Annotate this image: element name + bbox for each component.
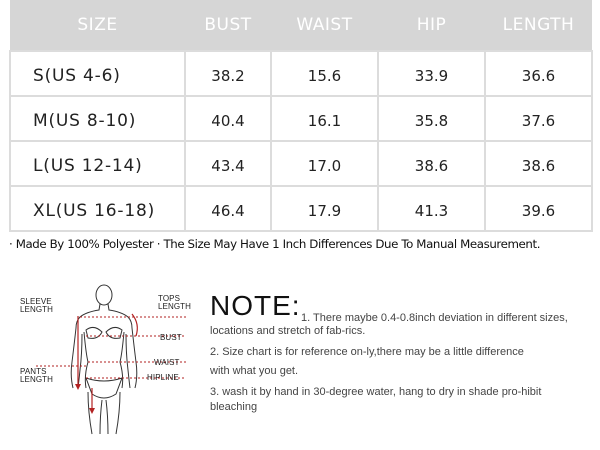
waist-label: WAIST [154, 358, 180, 367]
note-line-2b: with what you get. [210, 365, 299, 377]
sleeve-length-label: SLEEVE LENGTH [20, 297, 54, 314]
header-waist: WAIST [271, 0, 378, 51]
note-line-2: 2. Size chart is for reference on-ly,there may be a little difference [210, 346, 524, 358]
note-line-1: 1. There maybe 0.4-0.8inch deviation in different sizes, [301, 312, 568, 324]
table-row [10, 96, 592, 141]
bust-cell: 43.4 [185, 141, 271, 186]
bust-label: BUST [160, 333, 182, 342]
tops-length-label: TOPS LENGTH [158, 294, 192, 311]
bust-cell: 46.4 [185, 186, 271, 231]
bust-cell: 40.4 [185, 96, 271, 141]
size-chart-table [9, 0, 593, 232]
bust-cell: 38.2 [185, 51, 271, 96]
note-title: NOTE: [210, 290, 301, 321]
header-hip: HIP [378, 0, 485, 51]
size-cell: L(US 12-14) [10, 141, 185, 186]
hip-cell: 41.3 [378, 186, 485, 231]
fabric-note: · Made By 100% Polyester · The Size May Have 1 Inch Differences Due To Manual Measurement. [9, 237, 541, 251]
length-cell: 38.6 [485, 141, 592, 186]
size-cell: M(US 8-10) [10, 96, 185, 141]
note-line-1b: locations and stretch of fab-rics. [210, 325, 366, 337]
length-cell: 39.6 [485, 186, 592, 231]
table-row [10, 186, 592, 231]
header-bust: BUST [185, 0, 271, 51]
hip-cell: 38.6 [378, 141, 485, 186]
size-cell: XL(US 16-18) [10, 186, 185, 231]
waist-cell: 15.6 [271, 51, 378, 96]
header-size: SIZE [10, 0, 185, 51]
body-measurement-figure [16, 284, 190, 436]
waist-cell: 16.1 [271, 96, 378, 141]
note-line-3: 3. wash it by hand in 30-degree water, hang to dry in shade pro-hibit [210, 386, 542, 398]
length-cell: 36.6 [485, 51, 592, 96]
pants-length-label: PANTS LENGTH [20, 367, 54, 384]
note-line-3b: bleaching [210, 401, 258, 413]
table-row [10, 141, 592, 186]
hipline-label: HIPLINE [147, 373, 179, 382]
waist-cell: 17.9 [271, 186, 378, 231]
length-cell: 37.6 [485, 96, 592, 141]
waist-cell: 17.0 [271, 141, 378, 186]
hip-cell: 33.9 [378, 51, 485, 96]
size-cell: S(US 4-6) [10, 51, 185, 96]
hip-cell: 35.8 [378, 96, 485, 141]
header-length: LENGTH [485, 0, 592, 51]
table-header-row [10, 0, 592, 51]
table-row [10, 51, 592, 96]
